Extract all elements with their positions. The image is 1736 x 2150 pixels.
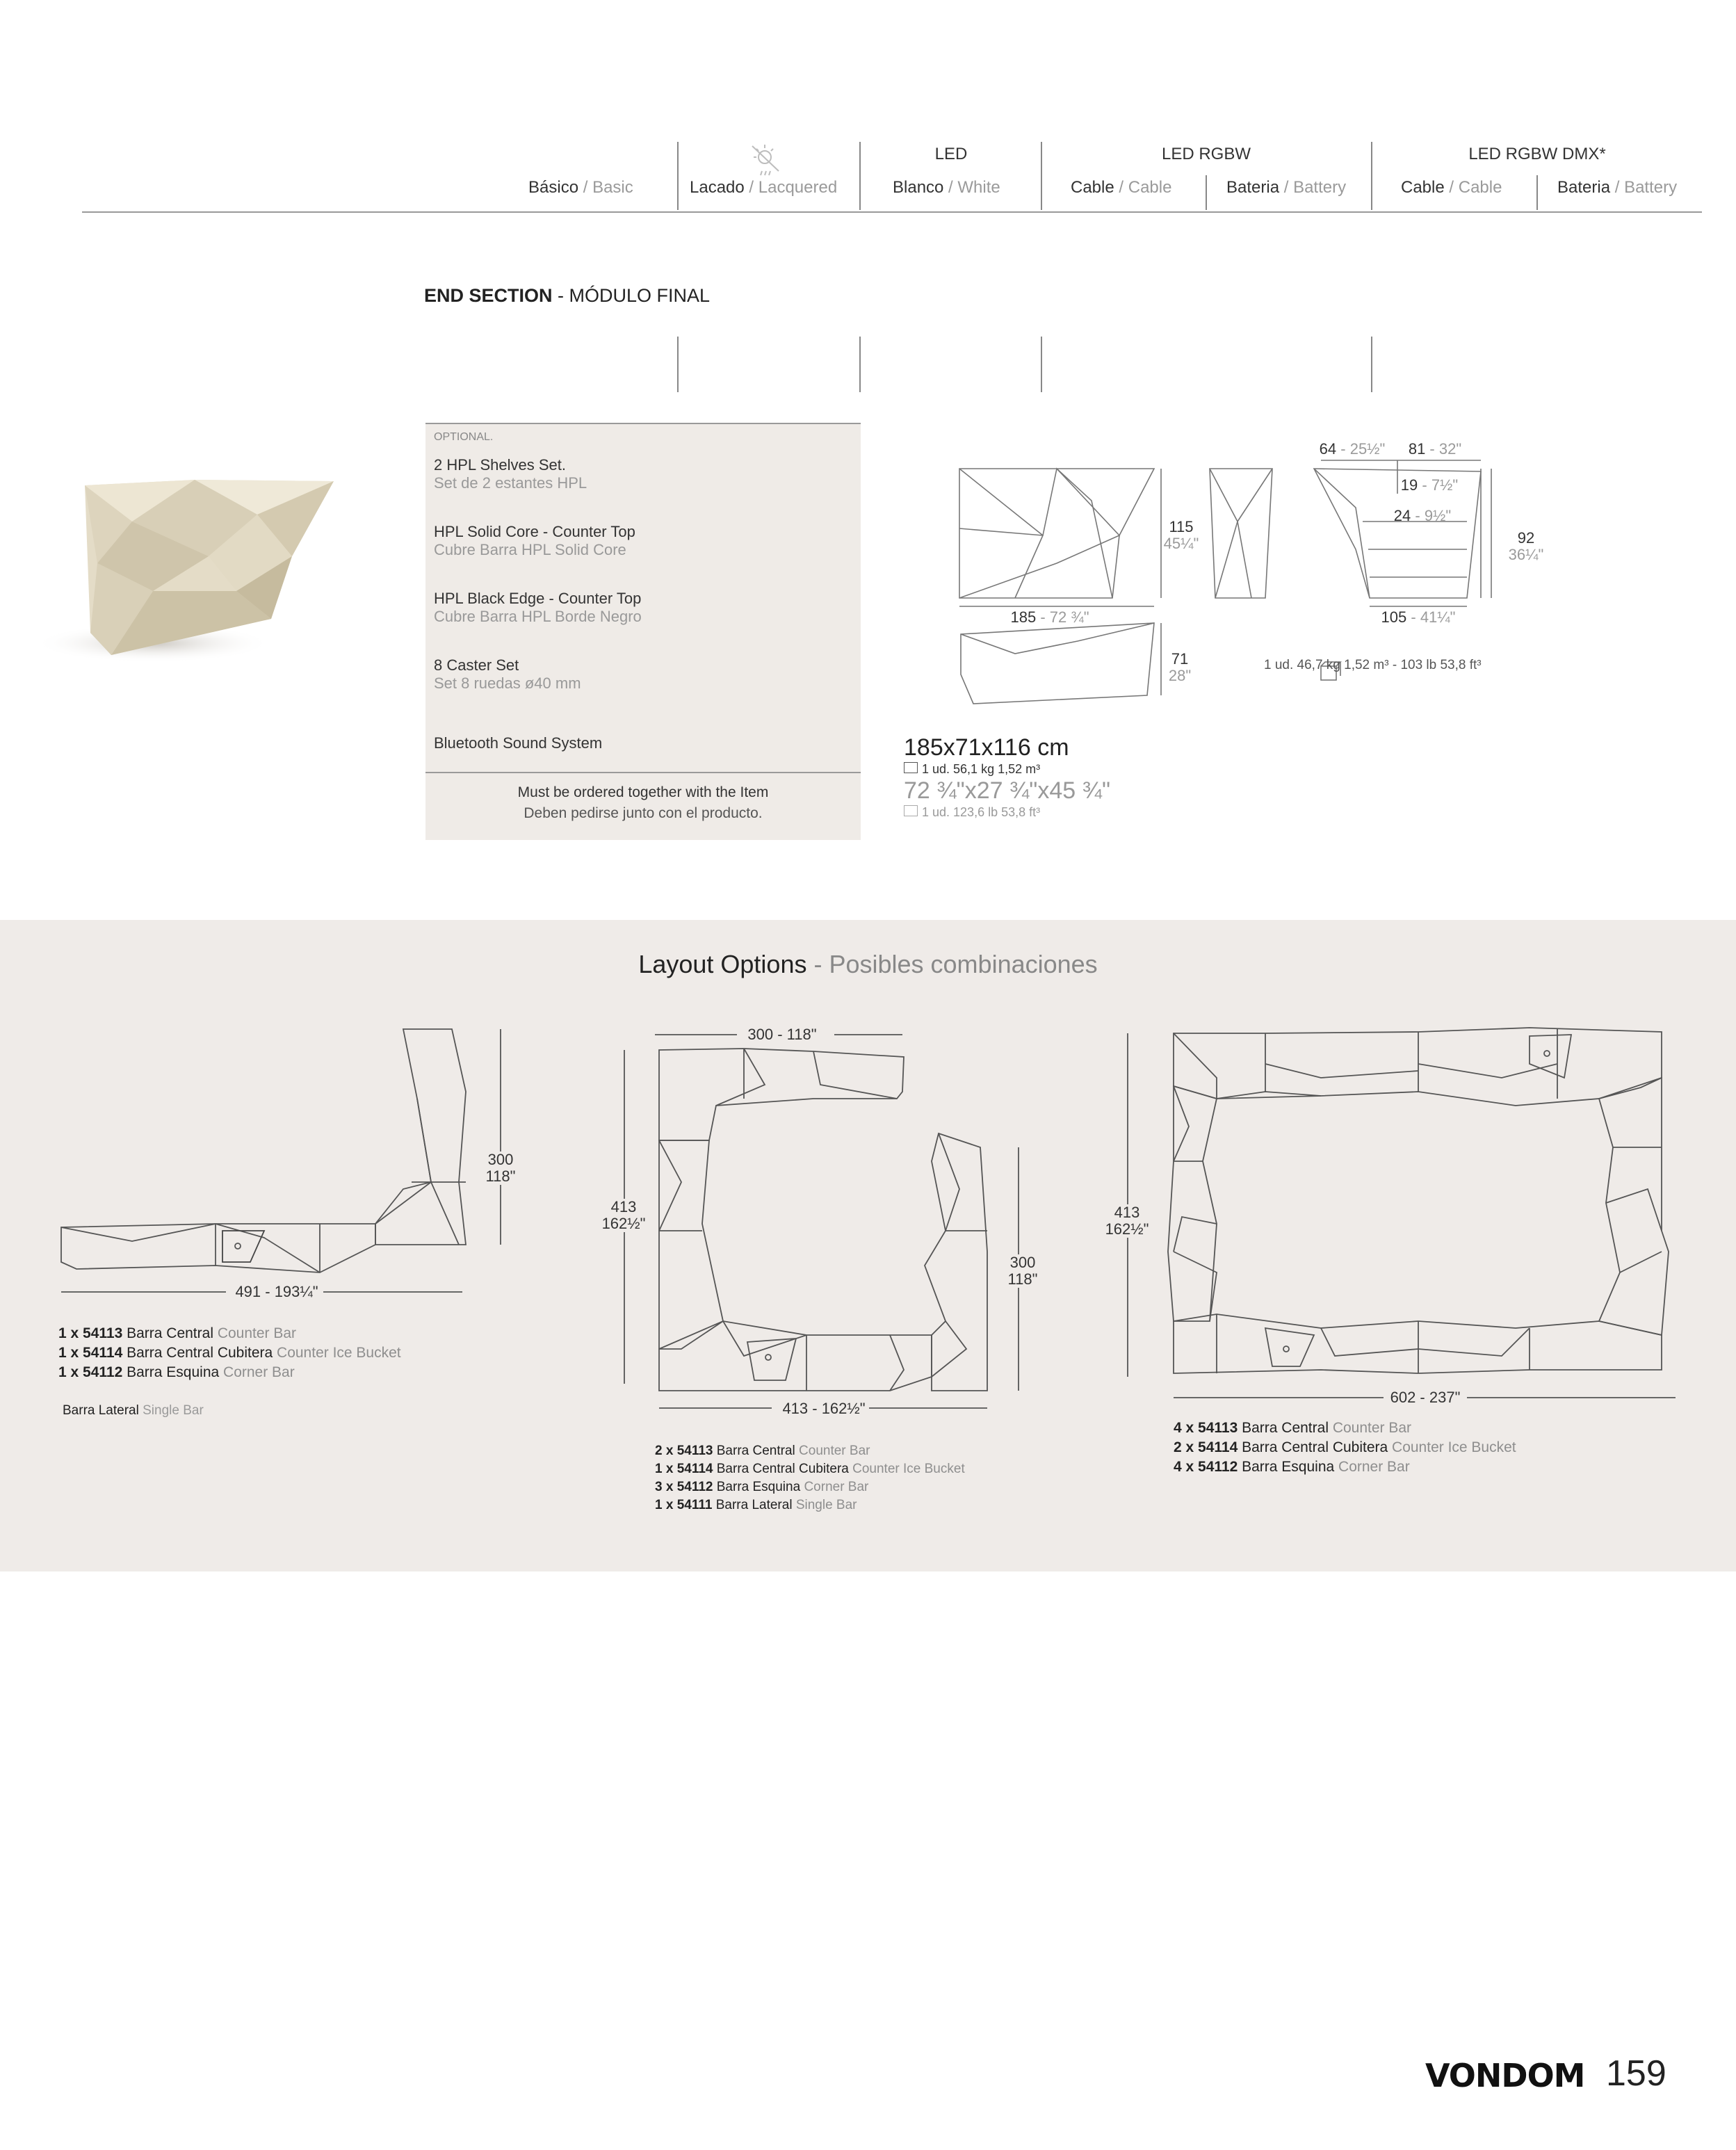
layout-3-legend: 4 x 54113 Barra Central Counter Bar 2 x 54114 Barra Central Cubitera Counter Ice Bucket 4 x 54112 Barra Esquina Corner Bar — [1174, 1420, 1516, 1475]
header-lacquered: Lacado / Lacquered — [690, 178, 838, 197]
layout-2-dim-bottom: 413 - 162½" — [782, 1400, 866, 1417]
header-cable-dmx: Cable / Cable — [1401, 178, 1502, 197]
option-bluetooth: Bluetooth Sound System — [434, 734, 603, 752]
header-rule — [82, 211, 1702, 213]
product-photo — [28, 473, 348, 681]
order-note-en: Must be ordered together with the Item — [517, 784, 769, 800]
package-metric: 1 ud. 56,1 kg 1,52 m³ — [904, 762, 1040, 777]
header-divider — [1371, 142, 1372, 210]
optional-label: OPTIONAL. — [434, 431, 494, 443]
layout-3-dim-bottom: 602 - 237" — [1390, 1389, 1461, 1406]
layout-2-dim-right: 300 118" — [998, 1254, 1047, 1288]
brand-logo: VONDOM — [1425, 2057, 1585, 2094]
layout-1-dim-width: 491 - 193¼" — [235, 1283, 318, 1300]
column-divider — [677, 337, 679, 392]
header-divider — [1206, 175, 1207, 210]
option-solid-core: HPL Solid Core - Counter Top Cubre Barra HPL Solid Core — [434, 523, 635, 558]
header-white: Blanco / White — [893, 178, 1000, 197]
header-led: LED — [934, 145, 968, 163]
column-divider — [1041, 337, 1042, 392]
section-title: END SECTION - MÓDULO FINAL — [424, 285, 711, 306]
header-basic: Básico / Basic — [528, 178, 633, 197]
header-led-rgbw: LED RGBW — [1161, 145, 1251, 163]
header-divider — [859, 142, 861, 210]
header-divider — [1536, 175, 1538, 210]
sun-rain-icon — [744, 140, 788, 178]
layout-2-legend: 2 x 54113 Barra Central Counter Bar 1 x 54114 Barra Central Cubitera Counter Ice Bucket 3 x 54112 Barra Esquina Corner Bar 1 x 54111 Barra Lateral Single Bar — [655, 1444, 965, 1512]
box-icon — [904, 805, 918, 816]
layout-title: Layout Options - Posibles combinaciones — [638, 950, 1098, 978]
box-icon — [904, 762, 918, 773]
header-cable-rgbw: Cable / Cable — [1071, 178, 1172, 197]
header-battery-rgbw: Bateria / Battery — [1226, 178, 1347, 197]
optional-panel — [425, 423, 861, 840]
layout-2-dim-left: 413 162½" — [599, 1199, 648, 1232]
dim-front-height: 115 45¼" — [1163, 518, 1199, 552]
dim-shelf2: 24 - 9½" — [1393, 507, 1452, 524]
column-divider — [859, 337, 861, 392]
layout-1-drawing — [56, 1022, 528, 1300]
column-divider — [1371, 337, 1372, 392]
option-casters: 8 Caster Set Set 8 ruedas ø40 mm — [434, 656, 581, 692]
header-led-rgbw-dmx: LED RGBW DMX* — [1468, 145, 1606, 163]
dim-side-top1: 64 - 25½" — [1319, 440, 1386, 458]
dim-side-top2: 81 - 32" — [1408, 440, 1462, 458]
layout-2-dim-top: 300 - 118" — [737, 1026, 827, 1043]
header-divider — [677, 142, 679, 210]
header-divider — [1041, 142, 1042, 210]
dim-front-width: 185 - 72 ¾" — [1010, 608, 1089, 626]
option-black-edge: HPL Black Edge - Counter Top Cubre Barra HPL Borde Negro — [434, 590, 642, 625]
dim-side-height: 92 36¼" — [1508, 529, 1544, 563]
optional-package-info: 1 ud. 46,7 kg 1,52 m³ - 103 lb 53,8 ft³ — [1264, 658, 1482, 672]
dim-side-width: 105 - 41¼" — [1381, 608, 1456, 626]
layout-3-drawing — [1112, 1022, 1682, 1412]
layout-1-dim-height: 300 118" — [480, 1151, 521, 1185]
layout-1-legend: 1 x 54113 Barra Central Counter Bar 1 x 54114 Barra Central Cubitera Counter Ice Bucket 1 x 54112 Barra Esquina Corner Bar — [58, 1325, 401, 1380]
order-note-es: Deben pedirse junto con el producto. — [524, 805, 763, 821]
package-imperial: 1 ud. 123,6 lb 53,8 ft³ — [904, 805, 1040, 820]
size-inches: 72 ¾"x27 ¾"x45 ¾" — [904, 777, 1111, 804]
option-shelves: 2 HPL Shelves Set. Set de 2 estantes HPL — [434, 456, 587, 492]
dim-shelf1: 19 - 7½" — [1400, 476, 1459, 494]
layout-2-drawing — [612, 1022, 1043, 1418]
dim-top-depth: 71 28" — [1168, 650, 1192, 684]
optional-divider — [425, 772, 861, 773]
header-battery-dmx: Bateria / Battery — [1557, 178, 1678, 197]
layout-1-extra: Barra Lateral Single Bar — [63, 1403, 204, 1418]
page-number: 159 — [1606, 2053, 1666, 2094]
layout-3-dim-left: 413 162½" — [1103, 1204, 1151, 1238]
size-cm: 185x71x116 cm — [904, 734, 1069, 761]
